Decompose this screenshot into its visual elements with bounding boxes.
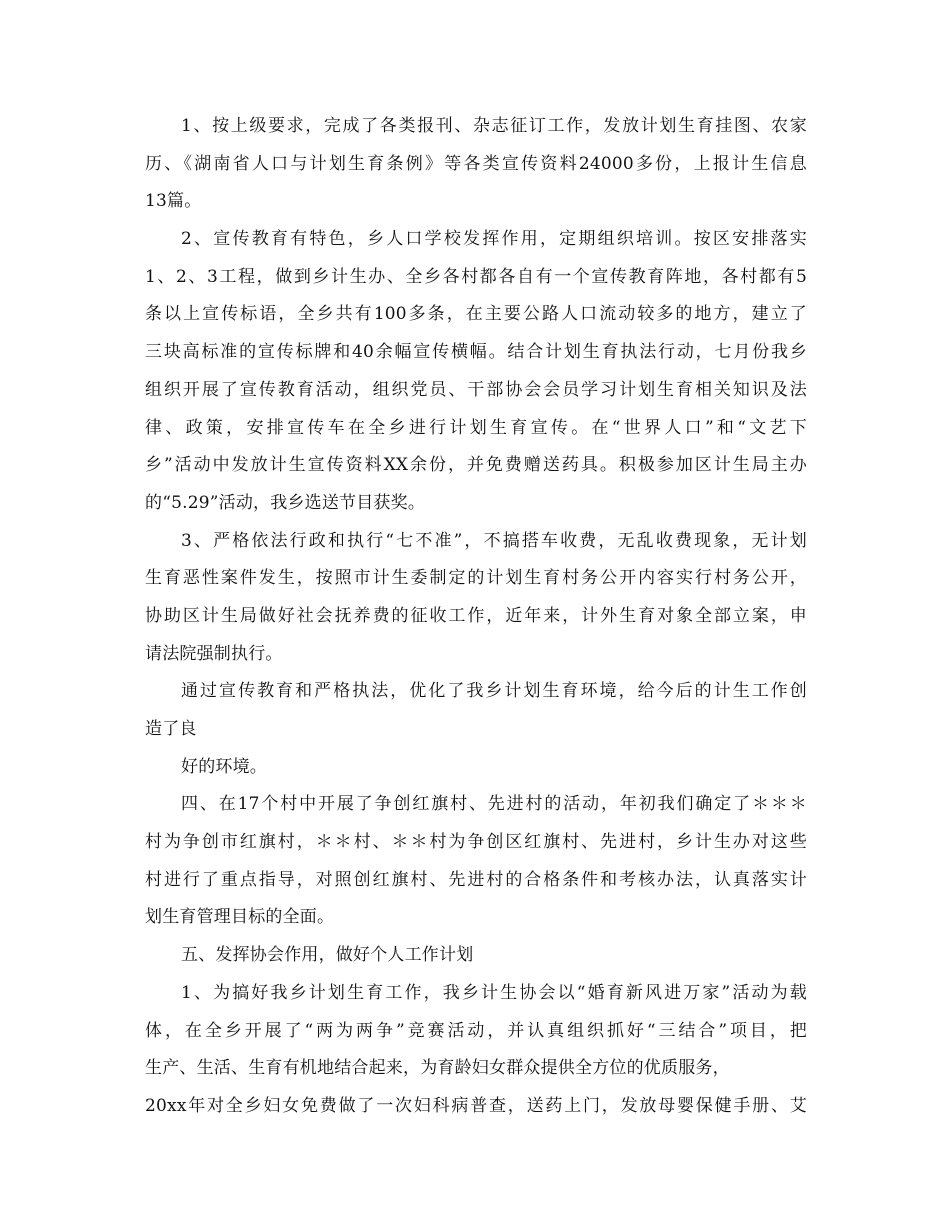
text-line: 1、按上级要求，完成了各类报刊、杂志征订工作，发放计划生育挂图、农家 [181, 116, 807, 136]
text-line: 村为争创市红旗村，＊＊村、＊＊村为争创区红旗村、先进村，乡计生办对这些 [145, 832, 807, 853]
text-line: 律、政策，安排宣传车在全乡进行计划生育宣传。在“世界人口”和“文艺下 [145, 417, 807, 438]
text-line: 2、宣传教育有特色，乡人口学校发挥作用，定期组织培训。按区安排落实 [181, 229, 807, 250]
text-line: 乡”活动中发放计生宣传资料XX余份，并免费赠送药具。积极参加区计生局主办 [145, 455, 807, 476]
text-line: 村进行了重点指导，对照创红旗村、先进村的合格条件和考核办法，认真落实计 [145, 869, 807, 890]
text-line: 条以上宣传标语，全乡共有100多条，在主要公路人口流动较多的地方，建立了 [145, 304, 807, 325]
text-line: 组织开展了宣传教育活动，组织党员、干部协会会员学习计划生育相关知识及法 [145, 379, 807, 400]
text-line: 生产、生活、生育有机地结合起来，为育龄妇女群众提供全方位的优质服务， [145, 1058, 730, 1079]
text-line: 的“5.29”活动，我乡选送节目获奖。 [145, 492, 426, 513]
text-line: 三块高标准的宣传标牌和40余幅宣传横幅。结合计划生育执法行动，七月份我乡 [145, 342, 807, 363]
text-line: 五、发挥协会作用，做好个人工作计划 [181, 945, 474, 966]
text-line: 划生育管理目标的全面。 [145, 907, 335, 928]
text-line: 1、为搞好我乡计划生育工作，我乡计生协会以“婚育新风进万家”活动为载 [181, 982, 807, 1003]
text-line: 体，在全乡开展了“两为两争”竞赛活动，并认真组织抓好“三结合”项目，把 [145, 1020, 807, 1041]
text-line: 协助区计生局做好社会抚养费的征收工作，近年来，计外生育对象全部立案，申 [145, 605, 807, 626]
text-line: 3、严格依法行政和执行“七不准”，不搞搭车收费，无乱收费现象，无计划 [181, 530, 807, 551]
text-line: 1、2、3工程，做到乡计生办、全乡各村都各自有一个宣传教育阵地，各村都有5 [145, 266, 807, 287]
text-line: 四、在17个村中开展了争创红旗村、先进村的活动，年初我们确定了＊＊＊ [181, 794, 807, 815]
text-line: 13篇。 [145, 191, 202, 212]
text-line: 请法院强制执行。 [145, 643, 283, 664]
text-line: 20xx年对全乡妇女免费做了一次妇科病普查，送药上门，发放母婴保健手册、艾 [145, 1095, 807, 1116]
text-line: 通过宣传教育和严格执法，优化了我乡计划生育环境，给今后的计生工作创 [181, 681, 807, 702]
document-body [145, 108, 807, 1126]
text-line: 生育恶性案件发生，按照市计生委制定的计划生育村务公开内容实行村务公开， [145, 568, 807, 589]
text-line: 好的环境。 [181, 756, 267, 777]
text-line: 历、《湖南省人口与计划生育条例》等各类宣传资料24000多份，上报计生信息 [145, 153, 807, 174]
text-line: 造了良 [145, 719, 197, 739]
